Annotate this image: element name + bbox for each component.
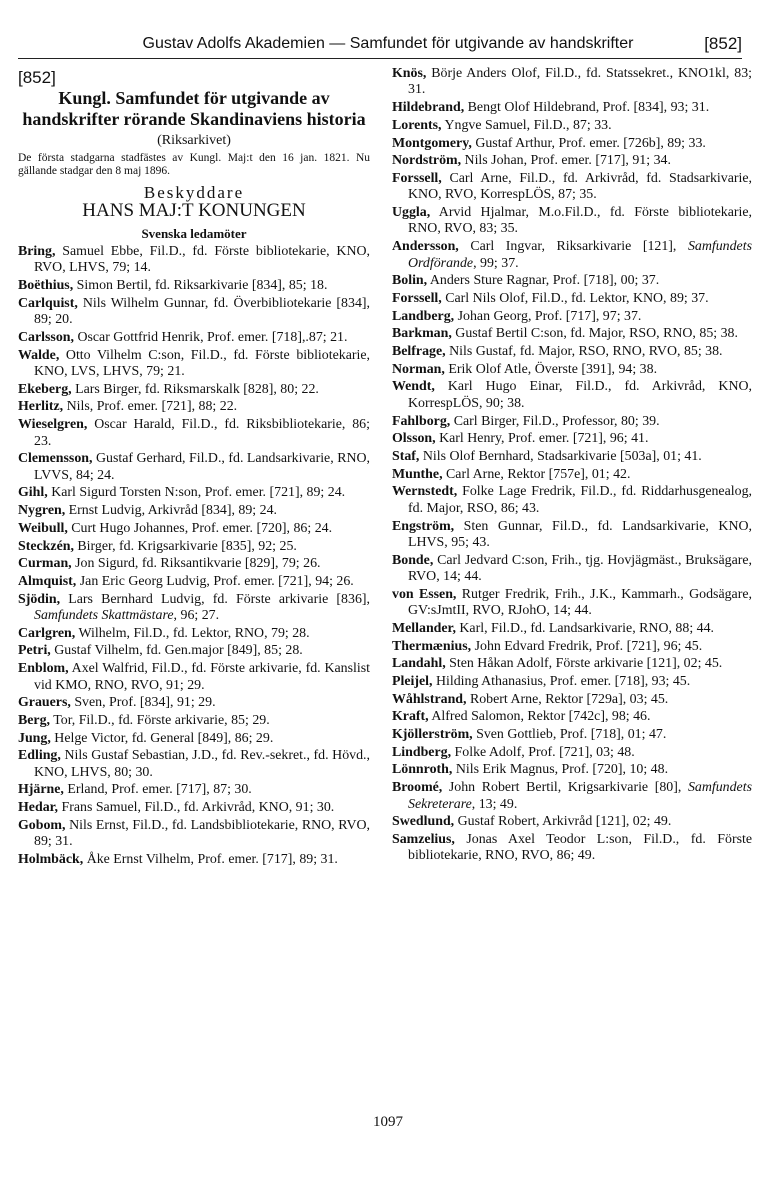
member-entry: [392, 379, 752, 412]
member-entry: [392, 449, 752, 465]
member-details: Gustaf Bertil C:son, fd. Major, RSO, RNO, 85; 38.: [451, 326, 738, 342]
member-list-left: [18, 244, 370, 868]
member-surname: Norman,: [392, 361, 445, 377]
member-details: Gustaf Gerhard, Fil.D., fd. Landsarkivarie, RNO, LVVS, 84; 24.: [34, 451, 370, 483]
member-surname: Broomé,: [392, 780, 443, 796]
member-details: Börje Anders Olof, Fil.D., fd. Statssekret., KNO1kl, 83; 31.: [408, 66, 752, 98]
member-entry: [392, 832, 752, 865]
member-surname: Enblom,: [18, 661, 69, 677]
member-surname: Landberg,: [392, 308, 455, 324]
member-details: Nils, Prof. emer. [721], 88; 22.: [63, 399, 238, 415]
member-surname: Jung,: [18, 730, 51, 746]
member-surname: Hedar,: [18, 800, 59, 816]
member-entry: [18, 503, 370, 519]
member-entry: [18, 330, 370, 346]
member-details: Yngve Samuel, Fil.D., 87; 33.: [441, 117, 612, 133]
member-details: Helge Victor, fd. General [849], 86; 29.: [50, 730, 274, 746]
member-surname: Lindberg,: [392, 744, 452, 760]
member-surname: Steckzén,: [18, 538, 74, 554]
member-details: Nils Wilhelm Gunnar, fd. Överbibliotekarie [834], 89; 20.: [34, 295, 370, 328]
member-entry: [18, 626, 370, 642]
member-entry: [392, 621, 752, 637]
member-surname: Engström,: [392, 518, 455, 534]
member-details: Gustaf Vilhelm, fd. Gen.major [849], 85; 28.: [50, 643, 303, 659]
member-details: Nils Gustaf Sebastian, J.D., fd. Rev.-sekret., fd. Hövd., KNO, LHVS, 80; 30.: [34, 748, 370, 780]
member-surname: von Essen,: [392, 586, 457, 602]
member-surname: Carlgren,: [18, 625, 76, 641]
member-entry: [392, 118, 752, 134]
member-entry: [18, 852, 370, 868]
member-entry: [392, 814, 752, 830]
member-surname: Bring,: [18, 244, 56, 260]
member-entry: [392, 326, 752, 342]
member-surname: Carlsson,: [18, 329, 74, 345]
member-entry: [18, 296, 370, 329]
member-details: Nils Erik Magnus, Prof. [720], 10; 48.: [452, 762, 669, 778]
member-details: Lars Bernhard Ludvig, fd. Förste arkivarie [836],: [60, 591, 370, 607]
member-entry: [18, 731, 370, 747]
member-entry: [18, 592, 370, 625]
member-entry: [392, 780, 752, 813]
member-entry: [392, 692, 752, 708]
right-column: [392, 66, 752, 866]
member-surname: Walde,: [18, 347, 60, 363]
member-role: Samfundets Sekreterare: [408, 780, 752, 812]
member-details: Arvid Hjalmar, M.o.Fil.D., fd. Förste bibliotekarie, RNO, RVO, 83; 35.: [408, 205, 752, 237]
member-entry: [392, 100, 752, 116]
member-details: Curt Hugo Johannes, Prof. emer. [720], 86; 24.: [67, 520, 333, 536]
member-entry: [18, 278, 370, 294]
member-entry: [392, 171, 752, 204]
member-surname: Mellander,: [392, 620, 456, 636]
protector-heading: Beskyddare: [143, 182, 245, 202]
member-surname: Kraft,: [392, 709, 429, 725]
member-entry: [18, 574, 370, 590]
member-surname: Lönnroth,: [392, 762, 453, 778]
member-surname: Grauers,: [18, 695, 71, 711]
member-details: Erik Olof Atle, Överste [391], 94; 38.: [444, 361, 658, 377]
member-details: Otto Vilhelm C:son, Fil.D., fd. Förste bibliotekarie, KNO, LVS, LHVS, 79; 21.: [34, 347, 370, 380]
member-details: Folke Adolf, Prof. [721], 03; 48.: [451, 744, 635, 760]
member-surname: Hjärne,: [18, 782, 64, 798]
member-details: Karl Henry, Prof. emer. [721], 96; 41.: [435, 431, 649, 447]
member-surname: Weibull,: [18, 520, 68, 536]
member-entry: [392, 709, 752, 725]
member-details: Nils Johan, Prof. emer. [717], 91; 34.: [461, 153, 671, 169]
member-surname: Landahl,: [392, 656, 446, 672]
member-surname: Carlquist,: [18, 295, 78, 311]
member-surname: Ekeberg,: [18, 381, 72, 397]
page-number: 1097: [373, 1114, 403, 1130]
statutes-note: De första stadgarna stadfästes av Kungl. Maj:t den 16 jan. 1821. Nu gällande stadgar den 8 maj 1896.: [18, 151, 370, 178]
member-surname: Edling,: [18, 748, 61, 764]
member-entry: [18, 348, 370, 381]
member-details: Ernst Ludvig, Arkivråd [834], 89; 24.: [65, 503, 278, 519]
member-details: Carl Arne, Rektor [757e], 01; 42.: [442, 466, 631, 482]
member-details: Lars Birger, fd. Riksmarskalk [828], 80; 22.: [71, 381, 319, 397]
member-details: Oscar Gottfrid Henrik, Prof. emer. [718],.87; 21.: [73, 329, 348, 345]
member-surname: Bolin,: [392, 273, 428, 289]
section-subtitle: (Riksarkivet): [157, 133, 231, 149]
member-details: Tor, Fil.D., fd. Förste arkivarie, 85; 29.: [50, 712, 270, 728]
left-column: [18, 66, 370, 870]
member-details: Jan Eric Georg Ludvig, Prof. emer. [721], 94; 26.: [76, 573, 354, 589]
member-entry: [392, 414, 752, 430]
member-entry: [18, 244, 370, 277]
member-details: Simon Bertil, fd. Riksarkivarie [834], 85; 18.: [73, 278, 328, 294]
member-details: Sven, Prof. [834], 91; 29.: [70, 695, 216, 711]
member-surname: Barkman,: [392, 326, 452, 342]
member-details: Folke Lage Fredrik, Fil.D., fd. Riddarhusgenealog, fd. Major, RSO, 86; 43.: [408, 484, 752, 516]
member-entry: [18, 399, 370, 415]
member-entry: [18, 782, 370, 798]
member-entry: [392, 273, 752, 289]
member-surname: Wieselgren,: [18, 417, 88, 433]
member-surname: Forssell,: [392, 290, 442, 306]
member-details: Bengt Olof Hildebrand, Prof. [834], 93; 31.: [464, 100, 710, 116]
member-details: Carl Birger, Fil.D., Professor, 80; 39.: [450, 413, 660, 429]
member-details: Carl Ingvar, Riksarkivarie [121],: [458, 239, 688, 255]
member-details: Anders Sture Ragnar, Prof. [718], 00; 37.: [427, 273, 660, 289]
member-entry: [18, 800, 370, 816]
member-entry: [18, 818, 370, 851]
member-surname: Pleijel,: [392, 673, 433, 689]
member-surname: Gihl,: [18, 485, 48, 501]
member-surname: Wåhlstrand,: [392, 691, 467, 707]
member-details: Karl Sigurd Torsten N:son, Prof. emer. [721], 89; 24.: [47, 485, 346, 501]
member-details: Nils Ernst, Fil.D., fd. Landsbibliotekarie, RNO, RVO, 89; 31.: [34, 817, 370, 850]
member-entry: [392, 153, 752, 169]
member-details: Gustaf Robert, Arkivråd [121], 02; 49.: [454, 814, 672, 830]
member-surname: Kjöllerström,: [392, 727, 473, 743]
member-details: Birger, fd. Krigsarkivarie [835], 92; 25.: [73, 538, 297, 554]
member-details: Nils Gustaf, fd. Major, RSO, RNO, RVO, 85; 38.: [445, 344, 723, 360]
member-entry: [18, 382, 370, 398]
member-details: Wilhelm, Fil.D., fd. Lektor, RNO, 79; 28.: [75, 625, 310, 641]
member-details: Åke Ernst Vilhelm, Prof. emer. [717], 89; 31.: [83, 851, 338, 867]
member-details: Hilding Athanasius, Prof. emer. [718], 93; 45.: [432, 673, 691, 689]
member-details: Karl Hugo Einar, Fil.D., fd. Arkivråd, KNO, KorrespLÖS, 90; 38.: [408, 379, 752, 411]
member-surname: Bonde,: [392, 552, 434, 568]
member-surname: Swedlund,: [392, 814, 455, 830]
member-entry: [18, 661, 370, 694]
member-entry: [18, 748, 370, 781]
member-entry: [18, 451, 370, 484]
member-entry: [392, 762, 752, 778]
member-surname: Olsson,: [392, 431, 436, 447]
member-entry: [392, 484, 752, 517]
running-header: [18, 34, 742, 59]
member-details: John Robert Bertil, Krigsarkivarie [80],: [442, 780, 688, 796]
member-entry: [392, 553, 752, 586]
member-surname: Wernstedt,: [392, 484, 458, 500]
member-details: Erland, Prof. emer. [717], 87; 30.: [63, 782, 252, 798]
member-surname: Fahlborg,: [392, 413, 451, 429]
header-section-number: [852]: [704, 34, 742, 53]
member-surname: Berg,: [18, 712, 51, 728]
member-details: Axel Walfrid, Fil.D., fd. Förste arkivarie, fd. Kanslist vid KMO, RNO, RVO, 91; 29.: [34, 661, 370, 693]
member-surname: Petri,: [18, 643, 51, 659]
member-details: Robert Arne, Rektor [729a], 03; 45.: [466, 691, 669, 707]
member-entry: [18, 695, 370, 711]
member-details: Oscar Harald, Fil.D., fd. Riksbibliotekarie, 86; 23.: [34, 417, 370, 449]
member-surname: Forssell,: [392, 170, 442, 186]
member-details: Sven Gottlieb, Prof. [718], 01; 47.: [472, 727, 667, 743]
member-list-right: [392, 66, 752, 865]
member-entry: [392, 291, 752, 307]
member-details: Carl Arne, Fil.D., fd. Arkivråd, fd. Stadsarkivarie, KNO, RVO, KorrespLÖS, 87; 35.: [408, 170, 752, 203]
member-surname: Nordström,: [392, 153, 462, 169]
member-entry: [392, 205, 752, 238]
member-details: Karl, Fil.D., fd. Landsarkivarie, RNO, 88; 44.: [455, 620, 715, 636]
member-entry: [18, 643, 370, 659]
member-details: Carl Jedvard C:son, Frih., tjg. Hovjägmäst., Bruksägare, RVO, 14; 44.: [408, 552, 752, 585]
member-details-tail: , 13; 49.: [471, 796, 518, 812]
member-surname: Staf,: [392, 448, 420, 464]
member-surname: Samzelius,: [392, 831, 455, 847]
member-surname: Wendt,: [392, 379, 435, 395]
member-entry: [392, 66, 752, 99]
member-entry: [18, 521, 370, 537]
member-surname: Sjödin,: [18, 591, 61, 607]
member-entry: [18, 713, 370, 729]
member-entry: [392, 431, 752, 447]
member-surname: Lorents,: [392, 117, 442, 133]
member-entry: [18, 539, 370, 555]
member-surname: Andersson,: [392, 239, 459, 255]
member-entry: [18, 556, 370, 572]
member-surname: Almquist,: [18, 573, 77, 589]
member-details: John Edvard Fredrik, Prof. [721], 96; 45.: [471, 638, 703, 654]
member-entry: [18, 417, 370, 450]
member-surname: Herlitz,: [18, 399, 64, 415]
member-entry: [18, 485, 370, 501]
member-entry: [392, 239, 752, 272]
member-details-tail: , 99; 37.: [473, 255, 519, 271]
member-entry: [392, 344, 752, 360]
member-entry: [392, 362, 752, 378]
section-number: [852]: [18, 68, 56, 87]
member-surname: Belfrage,: [392, 344, 446, 360]
member-entry: [392, 745, 752, 761]
member-surname: Holmbäck,: [18, 851, 84, 867]
member-role: Samfundets Skattmästare: [34, 608, 174, 624]
member-details: Jonas Axel Teodor L:son, Fil.D., fd. Förste bibliotekarie, RNO, RVO, 86; 49.: [408, 831, 752, 864]
member-entry: [392, 656, 752, 672]
member-surname: Hildebrand,: [392, 100, 465, 116]
section-title: Kungl. Samfundet för utgivande av handskrifter rörande Skandinaviens historia: [22, 88, 366, 130]
member-surname: Uggla,: [392, 205, 431, 221]
member-surname: Boëthius,: [18, 278, 74, 294]
member-entry: [392, 587, 752, 620]
member-role: Samfundets Ordförande: [408, 239, 752, 271]
member-surname: Montgomery,: [392, 135, 472, 151]
member-surname: Nygren,: [18, 503, 66, 519]
member-entry: [392, 727, 752, 743]
member-details: Gustaf Arthur, Prof. emer. [726b], 89; 33.: [471, 135, 706, 151]
member-details: Nils Olof Bernhard, Stadsarkivarie [503a], 01; 41.: [419, 448, 702, 464]
member-surname: Knös,: [392, 66, 427, 81]
member-details: Carl Nils Olof, Fil.D., fd. Lektor, KNO, 89; 37.: [441, 290, 709, 306]
member-details: Frans Samuel, Fil.D., fd. Arkivråd, KNO, 91; 30.: [58, 800, 335, 816]
member-surname: Gobom,: [18, 817, 66, 833]
member-details-tail: , 96; 27.: [173, 608, 220, 624]
member-entry: [392, 309, 752, 325]
member-entry: [392, 639, 752, 655]
member-surname: Curman,: [18, 556, 72, 572]
member-details: Rutger Fredrik, Frih., J.K., Kammarh., Godsägare, GV:sJmtII, RVO, RJohO, 14; 44.: [408, 586, 752, 619]
member-details: Samuel Ebbe, Fil.D., fd. Förste bibliotekarie, KNO, RVO, LHVS, 79; 14.: [34, 244, 370, 276]
member-surname: Thermænius,: [392, 638, 472, 654]
member-surname: Munthe,: [392, 466, 443, 482]
member-surname: Clemensson,: [18, 451, 93, 467]
member-details: Sten Gunnar, Fil.D., fd. Landsarkivarie, KNO, LHVS, 95; 43.: [408, 518, 752, 550]
header-title: Gustav Adolfs Akademien — Samfundet för utgivande av handskrifter: [142, 35, 634, 52]
members-heading: Svenska ledamöter: [141, 225, 247, 241]
member-details: Jon Sigurd, fd. Riksantikvarie [829], 79; 26.: [71, 556, 321, 572]
member-details: Sten Håkan Adolf, Förste arkivarie [121], 02; 45.: [445, 656, 723, 672]
member-details: Johan Georg, Prof. [717], 97; 37.: [454, 308, 642, 324]
member-entry: [392, 519, 752, 552]
member-entry: [392, 467, 752, 483]
member-entry: [392, 136, 752, 152]
protector-name: HANS MAJ:T KONUNGEN: [82, 200, 306, 222]
member-entry: [392, 674, 752, 690]
member-details: Alfred Salomon, Rektor [742c], 98; 46.: [428, 709, 651, 725]
